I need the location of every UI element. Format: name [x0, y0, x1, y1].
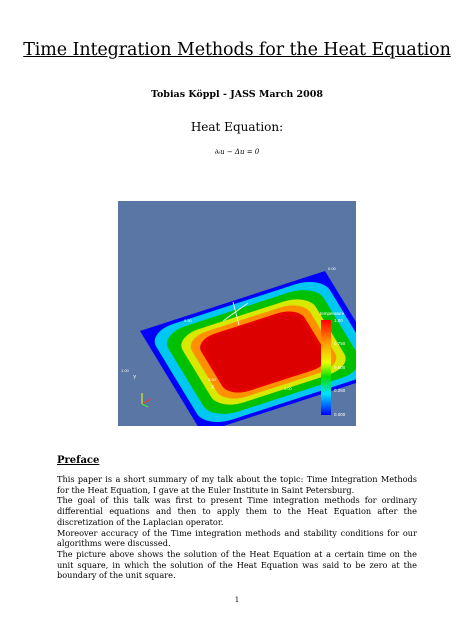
page-number: 1: [234, 596, 240, 604]
paper-title: Time Integration Methods for the Heat Equation: [23, 40, 451, 60]
colorbar-tick: 0.750: [334, 341, 346, 346]
colorbar-tick: 0.500: [334, 365, 346, 370]
heat-equation: ∂ₜu − Δu = 0: [214, 148, 260, 156]
colorbar-tick: 1.00: [334, 318, 343, 323]
preface-paragraph: Moreover accuracy of the Time integration methods and stability conditions for our algorithms were discussed.: [57, 527, 417, 549]
colorbar-tick: 0.000: [334, 412, 346, 417]
axis-tick-label: 1.00: [121, 368, 129, 373]
colorbar: [321, 320, 331, 415]
section-title: Heat Equation:: [190, 120, 284, 134]
author-line: Tobias Köppl - JASS March 2008: [150, 89, 324, 100]
y-axis-label: Y: [133, 375, 137, 381]
x-axis-label: X: [211, 385, 215, 391]
preface-paragraph: The picture above shows the solution of the Heat Equation at a certain time on the unit square, in which the solution of the Heat Equation was said to be zero at the boundary of the unit square.: [57, 548, 417, 581]
orientation-axes-icon: [142, 393, 151, 407]
axis-tick-label: 0.50: [184, 318, 192, 323]
axis-tick-label: 0.00: [328, 266, 336, 271]
preface-paragraph: The goal of this talk was first to present Time integration methods for ordinary differential equations and then to apply them to the Heat Equation after the discretization of the Laplacian operator.: [57, 495, 417, 527]
axis-tick-label: 1.00: [284, 386, 292, 391]
preface-heading: Preface: [57, 455, 100, 466]
colorbar-tick: 0.250: [334, 388, 346, 393]
colorbar-title: temperature: [320, 311, 345, 316]
heat-surface-plot: [118, 201, 356, 426]
preface-body: [57, 474, 417, 581]
axis-tick-label: 0.50: [208, 377, 216, 382]
preface-paragraph: This paper is a short summary of my talk about the topic: Time Integration Methods for the Heat Equation, I gave at the Euler Institute in Saint Petersburg.: [57, 474, 417, 495]
heat-solution-figure: [118, 201, 356, 426]
